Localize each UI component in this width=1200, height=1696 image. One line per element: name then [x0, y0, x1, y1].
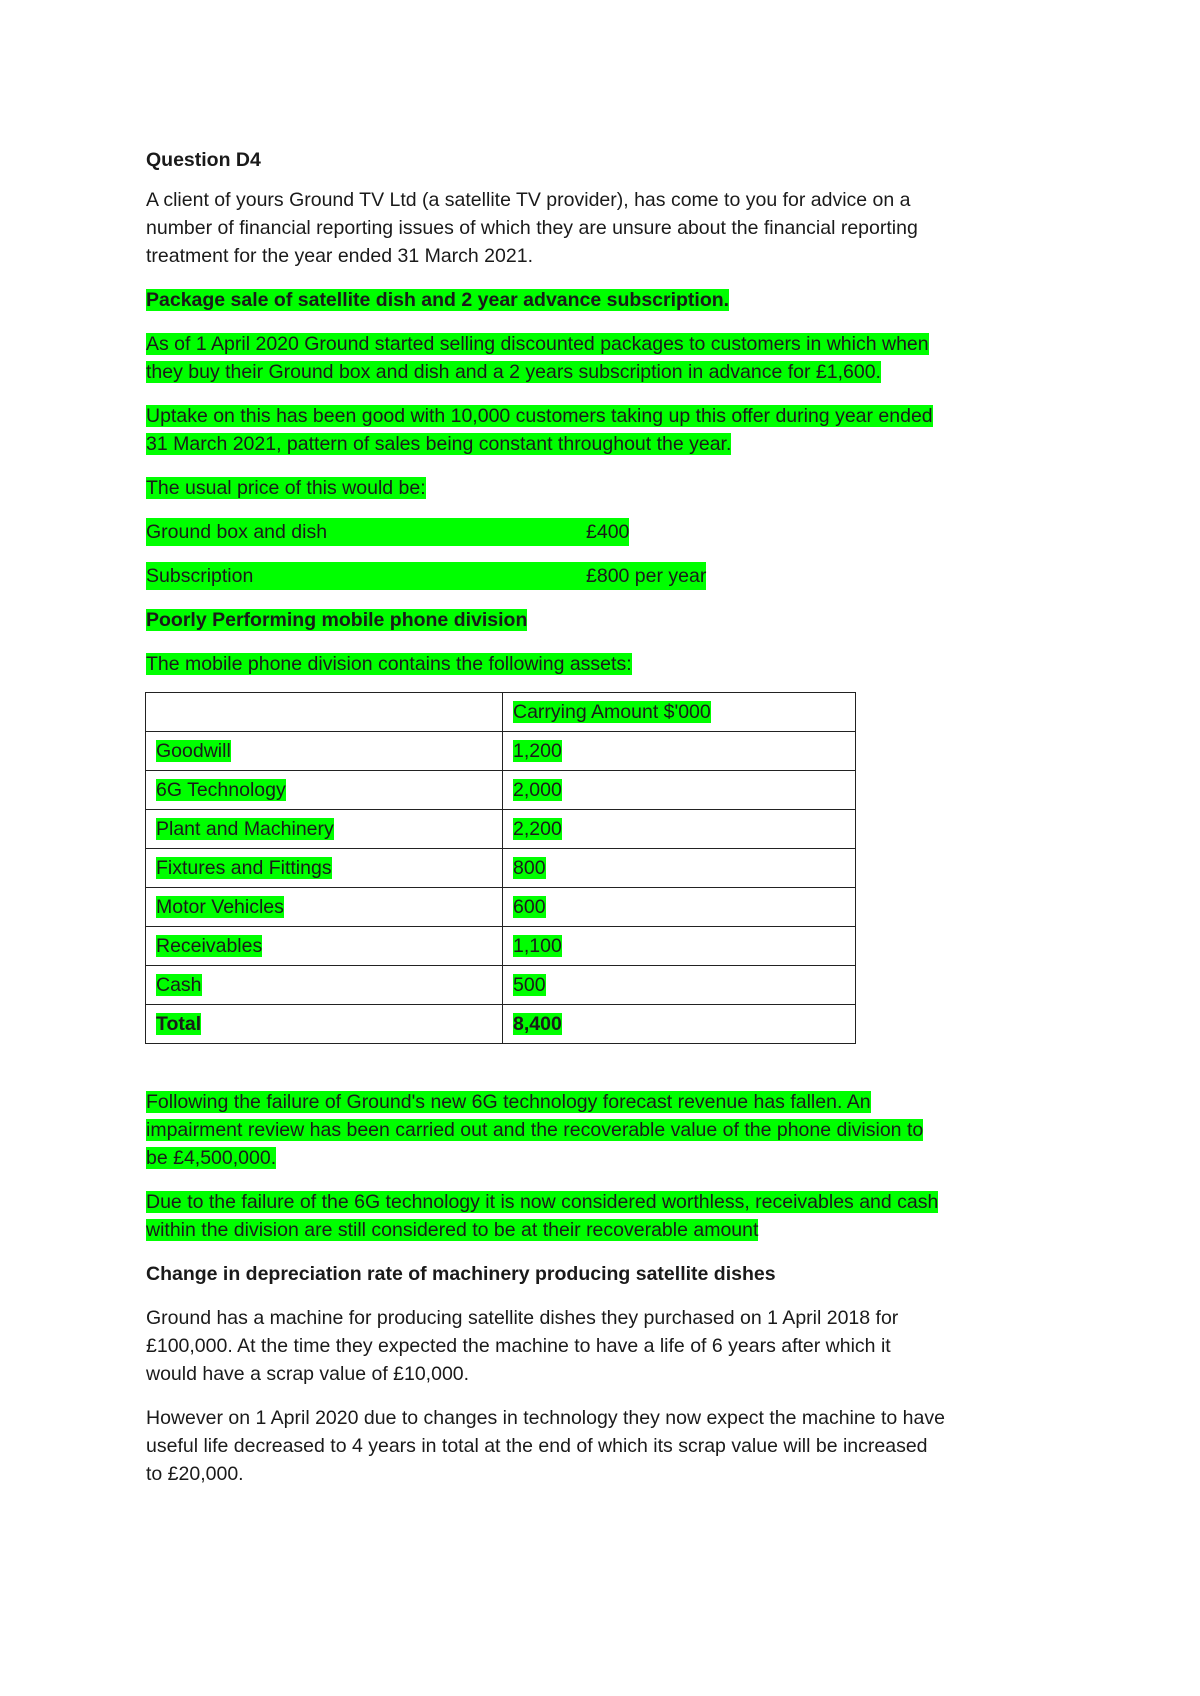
section1-para1-line: As of 1 April 2020 Ground started selling discounted packages to customers in which when — [146, 333, 929, 355]
asset-amount: 2,000 — [513, 779, 562, 801]
section3-para1 — [146, 1304, 1076, 1388]
section3-para2-line: useful life decreased to 4 years in total at the end of which its scrap value will be increased — [146, 1435, 928, 1457]
table-row — [146, 810, 856, 849]
section3-para2-line: to £20,000. — [146, 1463, 244, 1485]
price-value: £800 per year — [586, 565, 707, 587]
asset-name: Fixtures and Fittings — [156, 857, 332, 879]
intro-line: treatment for the year ended 31 March 2021. — [146, 245, 533, 267]
table-row — [146, 732, 856, 771]
section3-para1-line: £100,000. At the time they expected the machine to have a life of 6 years after which it — [146, 1335, 891, 1357]
document-page — [146, 146, 1076, 1504]
table-total-row — [146, 1005, 856, 1044]
section1-para2-line: Uptake on this has been good with 10,000 customers taking up this offer during year ended — [146, 405, 933, 427]
table-row — [146, 927, 856, 966]
price-item: Subscription — [146, 565, 254, 587]
section2-para1-line: be £4,500,000. — [146, 1147, 277, 1169]
intro-line: A client of yours Ground TV Ltd (a satellite TV provider), has come to you for advice on a — [146, 189, 911, 211]
section2-para2-line: within the division are still considered to be at their recoverable amount — [146, 1219, 759, 1241]
table-header-row — [146, 693, 856, 732]
asset-name: Receivables — [156, 935, 263, 957]
usual-price-label — [146, 474, 1076, 502]
asset-name: Plant and Machinery — [156, 818, 334, 840]
asset-amount: 600 — [513, 896, 546, 918]
asset-name: Motor Vehicles — [156, 896, 284, 918]
asset-amount: 800 — [513, 857, 546, 879]
table-header-cell — [146, 693, 503, 732]
asset-amount: 500 — [513, 974, 546, 996]
asset-amount: 1,100 — [513, 935, 562, 957]
carrying-amount-header: Carrying Amount $'000 — [513, 701, 711, 723]
assets-table — [145, 692, 856, 1044]
table-row — [146, 966, 856, 1005]
section2-heading-text: Poorly Performing mobile phone division — [146, 609, 528, 631]
section1-para2-line: 31 March 2021, pattern of sales being constant throughout the year. — [146, 433, 732, 455]
asset-amount: 2,200 — [513, 818, 562, 840]
section1-para1-line: they buy their Ground box and dish and a 2 years subscription in advance for £1,600. — [146, 361, 881, 383]
total-label: Total — [156, 1013, 202, 1035]
section1-heading — [146, 286, 1076, 314]
section2-para1-line: Following the failure of Ground's new 6G technology forecast revenue has fallen. An — [146, 1091, 871, 1113]
asset-amount: 1,200 — [513, 740, 562, 762]
section3-para1-line: would have a scrap value of £10,000. — [146, 1363, 470, 1385]
asset-name: Goodwill — [156, 740, 231, 762]
section2-para2-line: Due to the failure of the 6G technology it is now considered worthless, receivables and cash — [146, 1191, 939, 1213]
table-row — [146, 888, 856, 927]
total-amount: 8,400 — [513, 1013, 562, 1035]
price-value: £400 — [586, 521, 630, 543]
section2-para1-line: impairment review has been carried out and the recoverable value of the phone division to — [146, 1119, 924, 1141]
section3-para1-line: Ground has a machine for producing satellite dishes they purchased on 1 April 2018 for — [146, 1307, 899, 1329]
table-row — [146, 771, 856, 810]
section1-para1 — [146, 330, 1076, 386]
section2-intro-text: The mobile phone division contains the following assets: — [146, 653, 632, 675]
price-row-subscription — [146, 562, 1076, 590]
table-header-cell — [503, 693, 856, 732]
section3-para2-line: However on 1 April 2020 due to changes in technology they now expect the machine to have — [146, 1407, 945, 1429]
asset-name: Cash — [156, 974, 202, 996]
section2-para2 — [146, 1188, 1076, 1244]
question-title: Question D4 — [146, 149, 261, 171]
section3-heading: Change in depreciation rate of machinery producing satellite dishes — [146, 1263, 776, 1285]
section1-para2 — [146, 402, 1076, 458]
price-row-box-dish — [146, 518, 1076, 546]
price-item: Ground box and dish — [146, 521, 328, 543]
section1-heading-text: Package sale of satellite dish and 2 year advance subscription. — [146, 289, 730, 311]
section2-para1 — [146, 1088, 1076, 1172]
intro-line: number of financial reporting issues of which they are unsure about the financial reporting — [146, 217, 918, 239]
section2-intro — [146, 650, 1076, 678]
intro-paragraph — [146, 186, 1076, 270]
section2-heading — [146, 606, 1076, 634]
section3-para2 — [146, 1404, 1076, 1488]
asset-name: 6G Technology — [156, 779, 286, 801]
usual-price-label-text: The usual price of this would be: — [146, 477, 426, 499]
table-row — [146, 849, 856, 888]
